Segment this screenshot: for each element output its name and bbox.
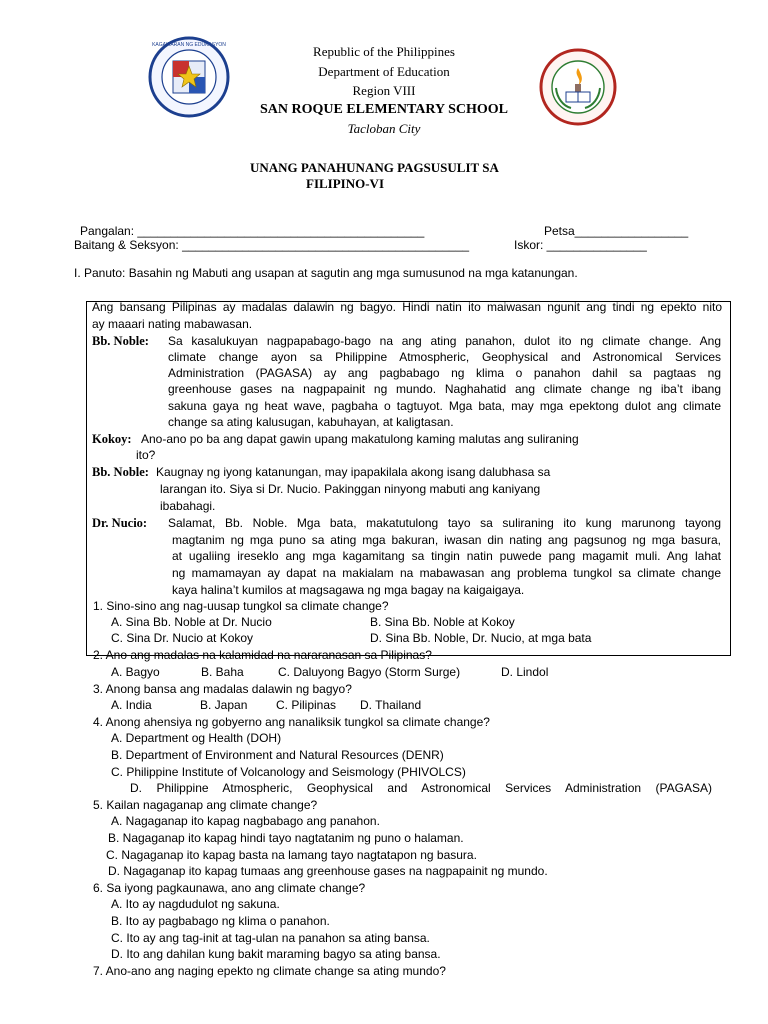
passage-intro-line1: Ang bansang Pilipinas ay madalas dalawin ng bagyo. Hindi natin ito maiwasan ngunit ang tindi ng epekto nito <box>92 300 722 314</box>
header-republic: Republic of the Philippines <box>313 44 455 59</box>
q2-option-b[interactable]: B. Baha <box>201 665 244 679</box>
noble1-line4: greenhouse gases na nagpapainit ng mundo. Naghahatid ang climate change ng iba’t ibang <box>168 382 721 396</box>
exam-title-line2: FILIPINO-VI <box>306 176 385 191</box>
noble1-line2: climate change ayon sa Philippine Atmospheric, Geophysical and Astronomical Services <box>168 350 721 364</box>
noble2-line3: ibabahagi. <box>160 499 216 513</box>
q4-option-a[interactable]: A. Department og Health (DOH) <box>111 731 282 745</box>
q1-option-c[interactable]: C. Sina Dr. Nucio at Kokoy <box>111 631 254 645</box>
svg-text:KAGAWARAN NG EDUKASYON: KAGAWARAN NG EDUKASYON <box>152 42 226 48</box>
question-1: 1. Sino-sino ang nag-uusap tungkol sa climate change? <box>93 599 389 613</box>
question-2: 2. Ano ang madalas na kalamidad na nararanasan sa Pilipinas? <box>93 648 432 662</box>
question-4: 4. Anong ahensiya ng gobyerno ang nanaliksik tungkol sa climate change? <box>93 715 490 729</box>
noble1-line5: sakuna gaya ng heat wave, pagbaha o tagtuyot. Mga bata, may mga epektong dulot ang climate <box>168 399 721 413</box>
instructions: I. Panuto: Basahin ng Mabuti ang usapan at sagutin ang mga sumusunod na mga katanungan. <box>74 266 578 280</box>
q6-option-c[interactable]: C. Ito ay ang tag-init at tag-ulan na panahon sa ating bansa. <box>111 931 430 945</box>
q4-option-d[interactable]: D. Philippine Atmospheric, Geophysical and Astronomical Services Administration (PAGASA) <box>130 781 712 795</box>
q3-option-b[interactable]: B. Japan <box>200 698 248 712</box>
q5-option-c[interactable]: C. Nagaganap ito kapag basta na lamang tayo nagtatapon ng basura. <box>106 848 477 862</box>
noble2-line2: larangan ito. Siya si Dr. Nucio. Pakinggan ninyong mabuti ang kaniyang <box>160 482 541 496</box>
score-field[interactable]: Iskor: _______________ <box>514 238 647 252</box>
name-field[interactable]: Pangalan: ___________________________________________ <box>80 224 425 238</box>
q6-option-d[interactable]: D. Ito ang dahilan kung bakit maraming bagyo sa ating bansa. <box>111 947 441 961</box>
q6-option-a[interactable]: A. Ito ay nagdudulot ng sakuna. <box>111 897 280 911</box>
question-6: 6. Sa iyong pagkaunawa, ano ang climate change? <box>93 881 366 895</box>
noble2-line1: Kaugnay ng iyong katanungan, may ipapakilala akong isang dalubhasa sa <box>156 465 551 479</box>
header-department: Department of Education <box>318 64 450 79</box>
noble1-line1: Sa kasalukuyan nagpapabago-bago na ang ating panahon, dulot ito ng climate change. Ang <box>168 334 721 348</box>
nucio-line1: Salamat, Bb. Noble. Mga bata, makatutulong tayo sa suliraning ito kung marunong tayong <box>168 516 721 530</box>
question-5: 5. Kailan nagaganap ang climate change? <box>93 798 318 812</box>
question-7: 7. Ano-ano ang naging epekto ng climate change sa ating mundo? <box>93 964 446 978</box>
q2-option-a[interactable]: A. Bagyo <box>111 665 160 679</box>
noble1-line6: change sa ating kalusugan, kabuhayan, at kaligtasan. <box>168 415 454 429</box>
speaker-noble-2: Bb. Noble: <box>92 465 149 479</box>
q2-option-c[interactable]: C. Daluyong Bagyo (Storm Surge) <box>278 665 461 679</box>
q1-option-b[interactable]: B. Sina Bb. Noble at Kokoy <box>370 615 515 629</box>
q4-option-c[interactable]: C. Philippine Institute of Volcanology and Seismology (PHIVOLCS) <box>111 765 466 779</box>
q4-option-b[interactable]: B. Department of Environment and Natural Resources (DENR) <box>111 748 444 762</box>
nucio-line4: ng mamamayan ay dapat na makialam na mabawasan ang problema tungkol sa climate change <box>172 566 721 580</box>
passage-intro-line2: ay maaari nating mabawasan. <box>92 317 253 331</box>
date-field[interactable]: Petsa_________________ <box>544 224 689 238</box>
q3-option-a[interactable]: A. India <box>111 698 152 712</box>
q5-option-a[interactable]: A. Nagaganap ito kapag nagbabago ang panahon. <box>111 814 380 828</box>
kokoy-line2: ito? <box>136 448 156 462</box>
q3-option-c[interactable]: C. Pilipinas <box>276 698 337 712</box>
q5-option-b[interactable]: B. Nagaganap ito kapag hindi tayo nagtatanim ng puno o halaman. <box>108 831 464 845</box>
q2-option-d[interactable]: D. Lindol <box>501 665 549 679</box>
nucio-line3: at ugaliing ireseklo ang mga kagamitang sa tingin natin puwede pang magamit muli. Ang lahat <box>172 549 721 563</box>
q1-option-a[interactable]: A. Sina Bb. Noble at Dr. Nucio <box>111 615 272 629</box>
header-school: SAN ROQUE ELEMENTARY SCHOOL <box>259 102 509 117</box>
noble1-line3: Administration (PAGASA) ay ang pagbabago ng klima o panahon dahil sa pagtaas ng <box>168 366 721 380</box>
kokoy-line1: Ano-ano po ba ang dapat gawin upang makatulong kaming malutas ang suliraning <box>141 432 579 446</box>
nucio-line5: kaya halina’t kumilos at magsagawa ng mga bagay na kaigaigaya. <box>172 583 525 597</box>
nucio-line2: magtanim ng mga puno sa ating mga bakuran, iwasan din nating ang pagsunog ng mga basura, <box>172 533 721 547</box>
question-3: 3. Anong bansa ang madalas dalawin ng bagyo? <box>93 682 352 696</box>
exam-title-line1: UNANG PANAHUNANG PAGSUSULIT SA <box>250 160 499 175</box>
q3-option-d[interactable]: D. Thailand <box>360 698 422 712</box>
grade-section-field[interactable]: Baitang & Seksyon: ___________________________________________ <box>74 238 470 252</box>
q6-option-b[interactable]: B. Ito ay pagbabago ng klima o panahon. <box>111 914 330 928</box>
speaker-kokoy: Kokoy: <box>92 432 132 446</box>
speaker-nucio: Dr. Nucio: <box>92 516 148 530</box>
q5-option-d[interactable]: D. Nagaganap ito kapag tumaas ang greenhouse gases na nagpapainit ng mundo. <box>108 864 548 878</box>
header-city: Tacloban City <box>347 121 421 136</box>
header-region: Region VIII <box>352 83 416 98</box>
speaker-noble-1: Bb. Noble: <box>92 334 149 348</box>
q1-option-d[interactable]: D. Sina Bb. Noble, Dr. Nucio, at mga bata <box>370 631 592 645</box>
